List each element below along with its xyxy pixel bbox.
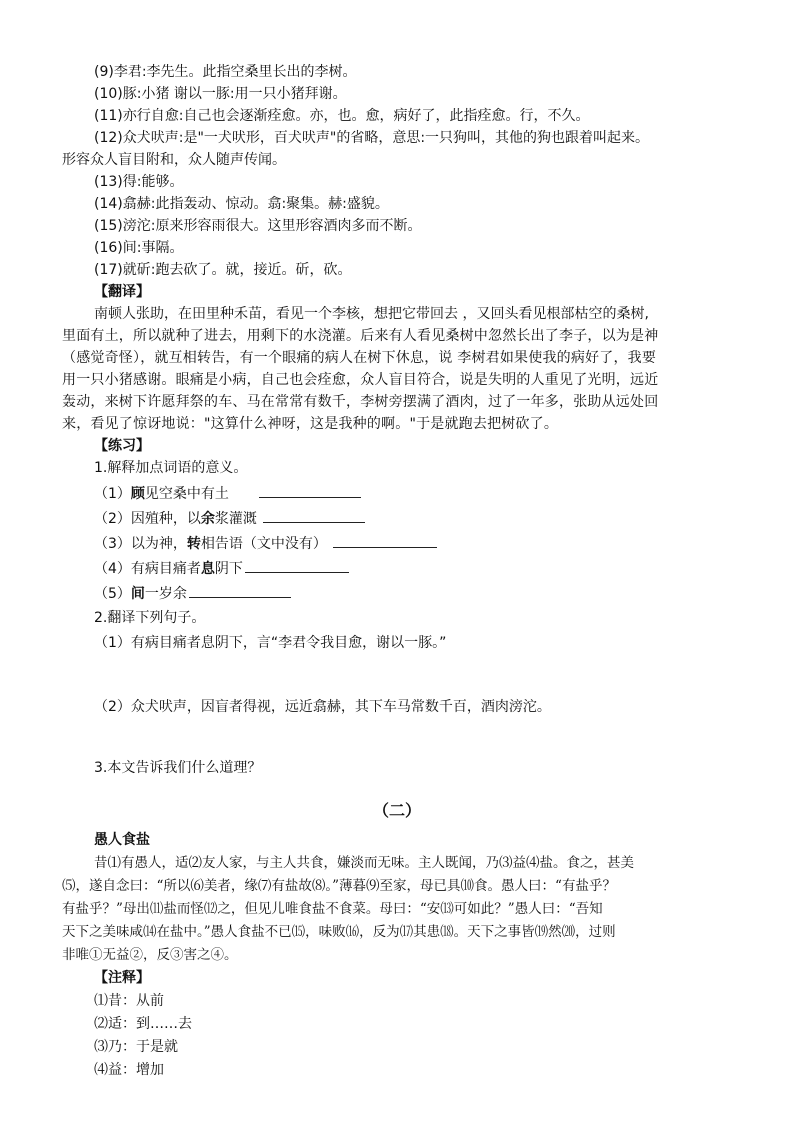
item-prefix: （4）有病目痛者: [94, 561, 201, 577]
question-1-title: 1.解释加点词语的意义。: [94, 460, 248, 476]
note-line: (9)李君:李先生。此指空桑里长出的李树。: [94, 64, 357, 80]
translation-header: 【翻译】: [94, 284, 150, 300]
question-3-title: 3.本文告诉我们什么道理？: [94, 760, 262, 776]
translation-line: （感觉奇怪），就互相转告，有一个眼痛的病人在树下休息，说 李树君如果使我的病好了，我要: [62, 350, 657, 366]
answer-blank[interactable]: [333, 533, 437, 548]
item-text: 浆灌溉: [214, 511, 257, 527]
note-line: ⑷益：增加: [94, 1062, 164, 1078]
translation-line: 里面有土，所以就种了进去，用剩下的水浇灌。后来有人看见桑树中忽然长出了李子，以为是神: [62, 328, 659, 344]
note-line: (12)众犬吠声:是"一犬吠形，百犬吠声"的省略，意思:一只狗叫，其他的狗也跟着叫起来。: [94, 130, 650, 146]
dotted-word: 顾: [130, 486, 145, 502]
answer-blank[interactable]: [259, 483, 361, 498]
item-text: 相告语（文中没有）: [200, 536, 327, 552]
note-line: (10)豚:小猪 谢以一豚:用一只小猪拜谢。: [94, 86, 347, 102]
question-1-item: [94, 583, 291, 604]
item-prefix: （2）因殖种，以: [94, 511, 201, 527]
translation-line: 来，看见了惊讶地说："这算什么神呀，这是我种的啊。"于是就跑去把树砍了。: [62, 416, 559, 432]
note-line: (15)滂沱:原来形容雨很大。这里形容酒肉多而不断。: [94, 218, 422, 234]
dotted-word: 息: [200, 561, 215, 577]
question-1-item: [94, 508, 365, 529]
story-line: 昔⑴有愚人，适⑵友人家，与主人共食，嫌淡而无味。主人既闻，乃⑶益⑷盐。食之，甚美: [94, 855, 634, 871]
story-line: 天下之美味咸⒁在盐中。”愚人食盐不已⒂，味败⒃，反为⒄其患⒅。天下之事皆⒆然⒇，过则: [62, 924, 616, 940]
note-line: (16)间:事隔。: [94, 240, 184, 256]
note-line: (13)得:能够。: [94, 174, 184, 190]
dotted-word: 转: [186, 536, 201, 552]
story-title: 愚人食盐: [94, 832, 150, 848]
note-line: (14)翕赫:此指轰动、惊动。翕:聚集。赫:盛貌。: [94, 196, 389, 212]
answer-blank[interactable]: [263, 508, 365, 523]
note-line: ⑶乃：于是就: [94, 1039, 178, 1055]
item-text: 一岁余: [144, 586, 187, 602]
translation-line: 用一只小猪感谢。眼痛是小病，自己也会痊愈，众人盲目符合，说是失明的人重见了光明，远近: [62, 372, 659, 388]
item-text: 见空桑中有土: [144, 486, 229, 502]
item-prefix: （3）以为神，: [94, 536, 187, 552]
story-line: 非唯①无益②，反③害之④。: [62, 947, 238, 963]
story-line: ⑸，遂自念曰：“所以⑹美者，缘⑺有盐故⑻。”薄暮⑼至家，母已具⑽食。愚人曰：“有盐乎？: [62, 878, 616, 894]
item-text: 阴下: [214, 561, 243, 577]
question-1-item: [94, 483, 361, 504]
item-prefix: （5）: [94, 586, 131, 602]
note-line: ⑵适：到……去: [94, 1016, 192, 1032]
question-1-item: [94, 533, 437, 554]
story-line: 有盐乎？”母出⑾盐而怪⑿之，但见儿唯食盐不食菜。母曰：“安⒀可如此？”愚人曰：“吾知: [62, 901, 603, 917]
note-line: 形容众人盲目附和，众人随声传闻。: [62, 152, 286, 168]
dotted-word: 余: [200, 511, 215, 527]
dotted-word: 间: [130, 586, 145, 602]
question-2-item: （2）众犬吠声，因盲者得视，远近翕赫，其下车马常数千百，酒肉滂沱。: [94, 699, 551, 715]
exercise-header: 【练习】: [94, 438, 150, 454]
translation-line: 南顿人张助，在田里种禾苗，看见一个李核，想把它带回去 ，又回头看见根部枯空的桑树,: [94, 306, 649, 322]
question-2-item: （1）有病目痛者息阴下，言“李君令我目愈，谢以一豚。”: [94, 635, 447, 651]
note-line: (11)亦行自愈:自己也会逐渐痊愈。亦，也。愈，病好了，此指痊愈。行，不久。: [94, 108, 590, 124]
translation-line: 轰动，来树下许愿拜祭的车、马在常常有数千，李树旁摆满了酒肉，过了一年多，张助从远处回: [62, 394, 659, 410]
section-title: （二）: [372, 801, 421, 820]
answer-blank[interactable]: [245, 558, 349, 573]
item-prefix: （1）: [94, 486, 131, 502]
notes-header: 【注释】: [94, 970, 150, 986]
answer-blank[interactable]: [189, 583, 291, 598]
note-line: (17)就斫:跑去砍了。就，接近。斫，砍。: [94, 262, 352, 278]
note-line: ⑴昔：从前: [94, 993, 164, 1009]
question-1-item: [94, 558, 349, 579]
question-2-title: 2.翻译下列句子。: [94, 610, 206, 626]
